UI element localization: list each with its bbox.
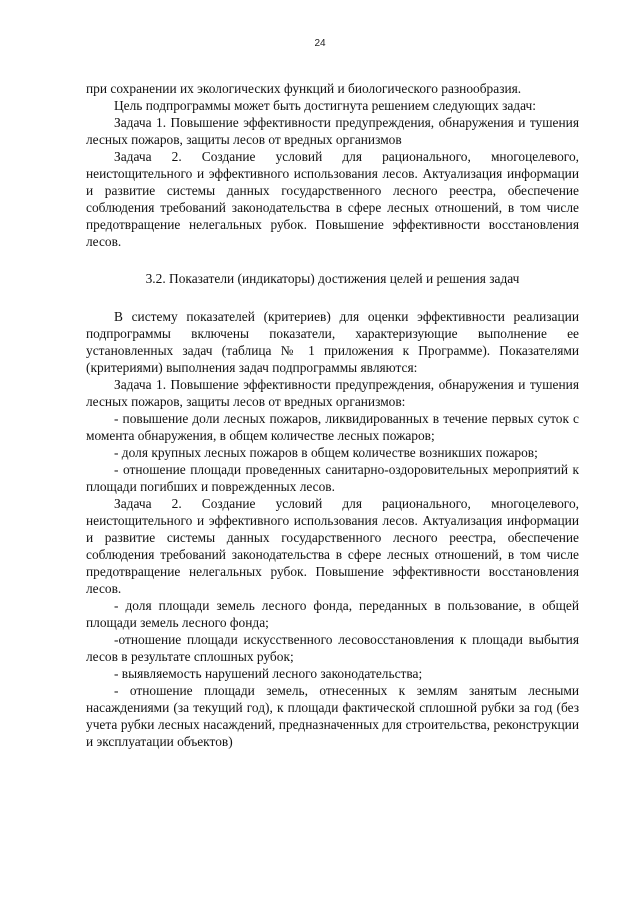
paragraph: В систему показателей (критериев) для оценки эффективности реализации подпрограммы включены показатели, характеризующие выполнение ее установленных задач (таблица № 1 приложения к Программе). Показателями (критериями) выполнения задач подпрограммы являются:: [86, 309, 579, 375]
document-body: [86, 80, 579, 750]
list-item: - отношение площади проведенных санитарно-оздоровительных мероприятий к площади погибших и поврежденных лесов.: [86, 462, 579, 494]
paragraph: Задача 2. Создание условий для рационального, многоцелевого, неистощительного и эффективного использования лесов. Актуализация информации и развитие системы данных государственного лесного реестра, обеспечение соблюдения требований законодательства в сфере лесных отношений, в том числе предотвращение нелегальных рубок. Повышение эффективности восстановления лесов.: [86, 149, 579, 249]
paragraph: Цель подпрограммы может быть достигнута решением следующих задач:: [114, 98, 536, 113]
paragraph: Задача 2. Создание условий для рационального, многоцелевого, неистощительного и эффективного использования лесов. Актуализация информации и развитие системы данных государственного лесного реестра, обеспечение соблюдения требований законодательства в сфере лесных отношений, в том числе предотвращение нелегальных рубок. Повышение эффективности восстановления лесов.: [86, 496, 579, 596]
list-item: - выявляемость нарушений лесного законодательства;: [114, 666, 423, 681]
section-heading: 3.2. Показатели (индикаторы) достижения целей и решения задач: [145, 271, 520, 286]
paragraph: при сохранении их экологических функций и биологического разнообразия.: [86, 81, 522, 96]
paragraph: Задача 1. Повышение эффективности предупреждения, обнаружения и тушения лесных пожаров, защиты лесов от вредных организмов:: [86, 377, 579, 409]
list-item: - отношение площади земель, отнесенных к землям занятым лесными насаждениями (за текущий год), к площади фактической сплошной рубки за год (без учета рубки лесных насаждений, предназначенных для строительства, реконструкции и эксплуатации объектов): [86, 683, 579, 749]
list-item: - доля площади земель лесного фонда, переданных в пользование, в общей площади земель лесного фонда;: [86, 598, 579, 630]
list-item: -отношение площади искусственного лесовосстановления к площади выбытия лесов в результате сплошных рубок;: [86, 632, 579, 664]
list-item: - доля крупных лесных пожаров в общем количестве возникших пожаров;: [114, 445, 538, 460]
page-number: 24: [314, 38, 326, 49]
list-item: - повышение доли лесных пожаров, ликвидированных в течение первых суток с момента обнаружения, в общем количестве лесных пожаров;: [86, 411, 579, 443]
paragraph: Задача 1. Повышение эффективности предупреждения, обнаружения и тушения лесных пожаров, защиты лесов от вредных организмов: [86, 115, 579, 147]
